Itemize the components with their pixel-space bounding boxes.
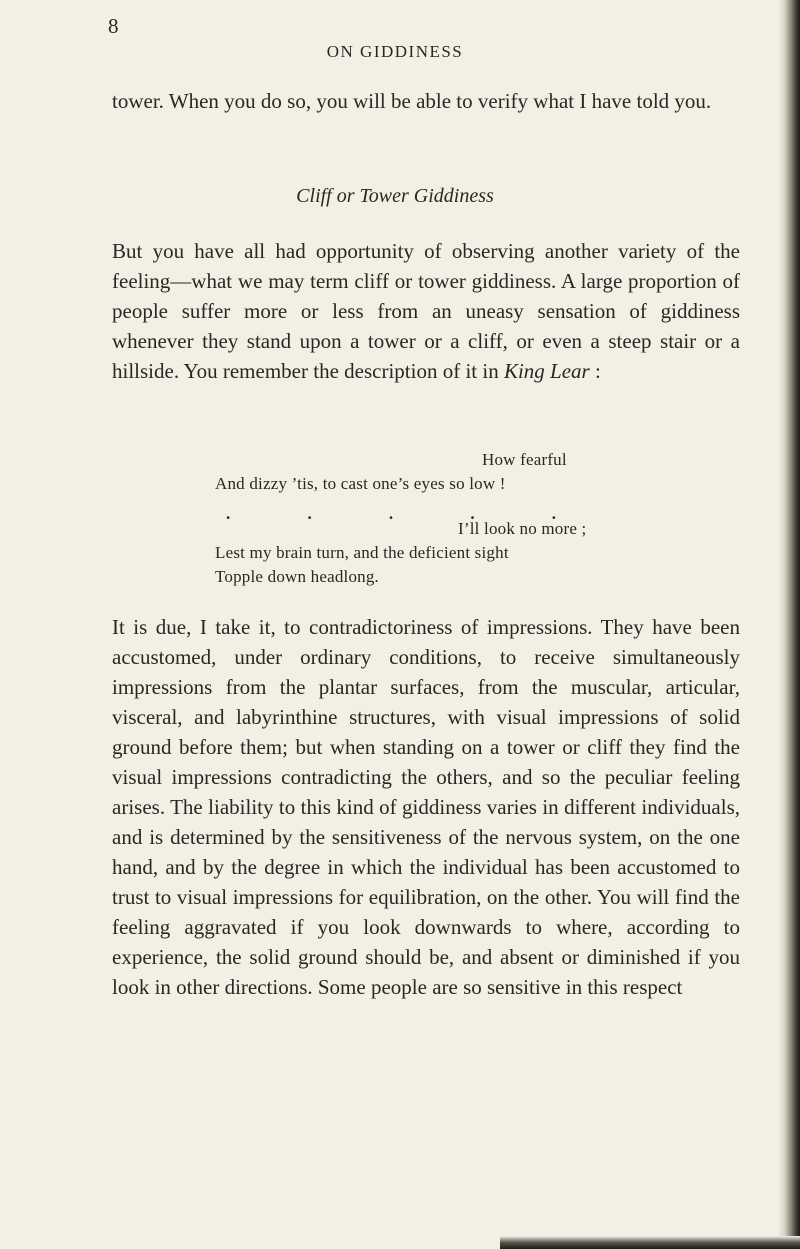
ellipsis-dot: .	[551, 504, 556, 523]
opening-paragraph: tower. When you do so, you will be able to verify what I have told you.	[112, 89, 712, 113]
ellipsis-dot: .	[307, 504, 312, 523]
running-head: ON GIDDINESS	[326, 42, 464, 61]
quote-line-5: Topple down headlong.	[215, 567, 380, 586]
quote-line-4: Lest my brain turn, and the deficient sight	[215, 543, 509, 562]
paragraph-2-end: :	[589, 359, 601, 383]
paragraph-3: It is due, I take it, to contradictoriness of impressions. They have been accustomed, under ordinary conditions, to receive simultaneously impressions from the plantar surfaces, from the muscular, articular, visceral, and labyrinthine structures, with visual impressions of solid ground before them; but when standing on a tower or cliff they find the visual impressions contradicting the others, and so the peculiar feeling arises. The liability to this kind of giddiness varies in different individuals, and is determined by the sensitiveness of the nervous system, on the one hand, and by the degree in which the individual has been accustomed to trust to visual impressions for equilibration, on the other. You will find the feeling aggravated if you look downwards to where, according to experience, the solid ground should be, and absent or diminished if you look in other directions. Some people are so sensitive in this respect	[112, 615, 740, 999]
play-title: King Lear	[503, 359, 590, 383]
quote-line-2: And dizzy ’tis, to cast one’s eyes so low !	[215, 474, 506, 493]
book-spine-shadow	[778, 0, 800, 1249]
page-number: 8	[108, 14, 119, 38]
ellipsis-dot: .	[226, 504, 231, 523]
ellipsis-dot: .	[470, 504, 475, 523]
quote-line-1: How fearful	[482, 450, 567, 469]
ellipsis-dot: .	[388, 504, 394, 523]
quote-line-3: I’ll look no more ;	[458, 519, 587, 538]
paragraph-2-text: But you have all had opportunity of observing another variety of the feeling—what we may term cliff or tower giddiness. A large proportion of people suffer more or less from an uneasy sensation of giddiness whenever they stand upon a tower or a cliff, or even a steep stair or a hillside. You remember the description of it in	[112, 239, 740, 383]
page-bottom-edge	[500, 1236, 800, 1249]
section-title: Cliff or Tower Giddiness	[296, 185, 494, 207]
paragraph-2	[112, 236, 740, 386]
